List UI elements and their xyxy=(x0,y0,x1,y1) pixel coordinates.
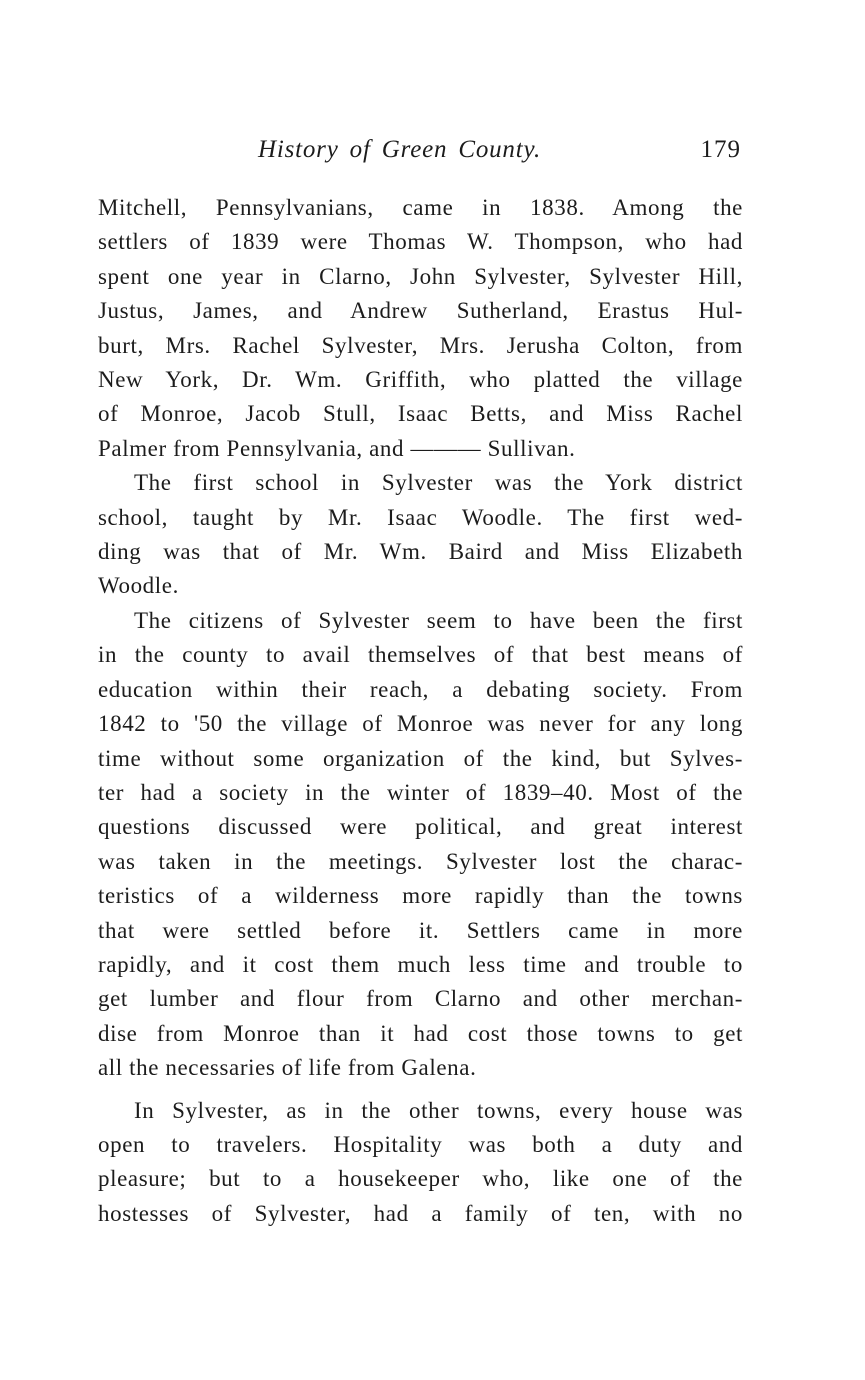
page-number: 179 xyxy=(700,136,741,163)
paragraph-4 xyxy=(98,1094,743,1232)
paragraph-1 xyxy=(98,191,743,466)
text-line: 1842 to '50 the village of Monroe was never for any long xyxy=(98,711,743,737)
text-line: of Monroe, Jacob Stull, Isaac Betts, and Miss Rachel xyxy=(98,401,743,427)
paragraph-3 xyxy=(98,604,743,1086)
text-line: The citizens of Sylvester seem to have been the first xyxy=(134,607,743,633)
text-line: get lumber and flour from Clarno and other merchan- xyxy=(98,986,743,1012)
running-title: History of Green County. xyxy=(258,136,542,163)
text-line: Palmer from Pennsylvania, and ——— Sullivan. xyxy=(98,435,576,461)
text-line: spent one year in Clarno, John Sylvester, Sylvester Hill, xyxy=(98,263,743,289)
text-line: hostesses of Sylvester, had a family of ten, with no xyxy=(98,1200,743,1226)
text-line: questions discussed were political, and great interest xyxy=(98,814,743,840)
text-line: New York, Dr. Wm. Griffith, who platted the village xyxy=(98,367,743,393)
text-line: In Sylvester, as in the other towns, every house was xyxy=(134,1097,743,1123)
text-line: Mitchell, Pennsylvanians, came in 1838. Among the xyxy=(98,195,743,220)
text-line: Woodle. xyxy=(98,573,179,599)
body-text xyxy=(98,191,743,1231)
paragraph-2 xyxy=(98,466,743,604)
text-line: open to travelers. Hospitality was both a duty and xyxy=(98,1131,743,1157)
text-line: pleasure; but to a housekeeper who, like one of the xyxy=(98,1166,743,1192)
text-line: teristics of a wilderness more rapidly than the towns xyxy=(98,883,743,909)
text-line: burt, Mrs. Rachel Sylvester, Mrs. Jerusha Colton, from xyxy=(98,332,743,358)
text-line: rapidly, and it cost them much less time and trouble to xyxy=(98,951,743,977)
text-line: The first school in Sylvester was the York district xyxy=(134,470,743,496)
text-line: that were settled before it. Settlers came in more xyxy=(98,917,743,943)
text-line: time without some organization of the kind, but Sylves- xyxy=(98,745,743,771)
text-line: school, taught by Mr. Isaac Woodle. The first wed- xyxy=(98,504,743,530)
text-line: ding was that of Mr. Wm. Baird and Miss Elizabeth xyxy=(98,539,743,565)
text-line: education within their reach, a debating society. From xyxy=(98,676,743,702)
text-line: ter had a society in the winter of 1839–40. Most of the xyxy=(98,779,743,805)
text-line: settlers of 1839 were Thomas W. Thompson, who had xyxy=(98,229,743,255)
text-line: Justus, James, and Andrew Sutherland, Erastus Hul- xyxy=(98,298,743,324)
running-head xyxy=(98,132,743,172)
text-line: was taken in the meetings. Sylvester lost the charac- xyxy=(98,848,743,874)
text-line: in the county to avail themselves of that best means of xyxy=(98,642,743,668)
text-line: dise from Monroe than it had cost those towns to get xyxy=(98,1020,743,1046)
text-line: all the necessaries of life from Galena. xyxy=(98,1055,477,1081)
